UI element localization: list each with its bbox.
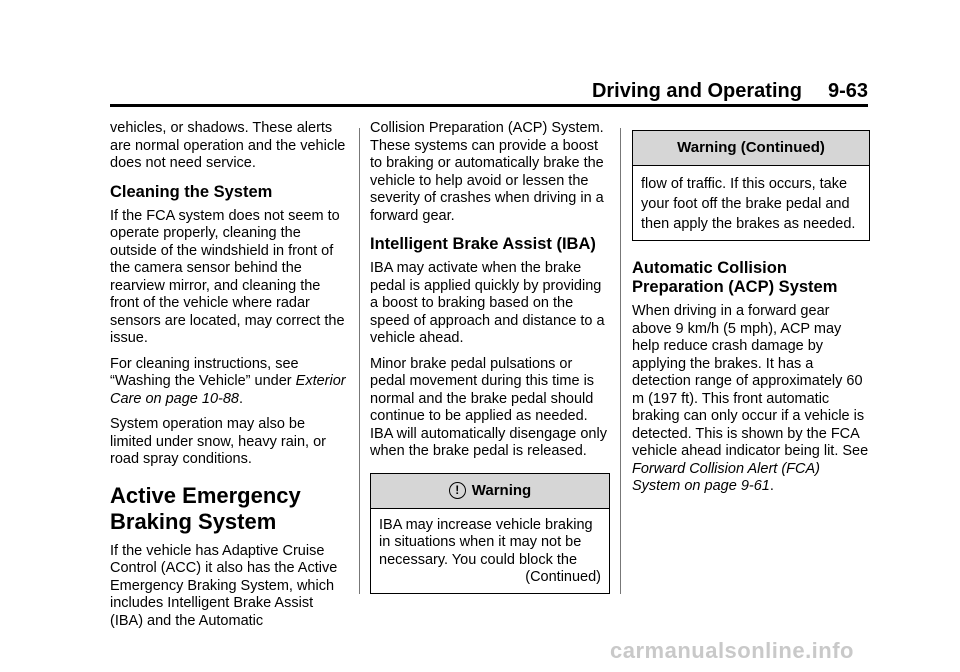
- paragraph: Minor brake pedal pulsations or pedal movement during this time is normal and the brake pedal should continue to be applied as needed. IBA will automatically disengage only when the brake pedal is released.: [370, 355, 607, 459]
- header-rule: [110, 104, 868, 107]
- watermark: carmanualsonline.info: [610, 638, 854, 663]
- warning-box: [370, 473, 610, 594]
- warning-box-continued: [632, 130, 870, 241]
- section-title: Driving and Operating: [591, 80, 802, 102]
- warning-header: [371, 474, 609, 509]
- heading-cleaning-system: Cleaning the System: [110, 182, 273, 201]
- column-middle: [370, 120, 610, 594]
- column-right: [632, 130, 870, 504]
- running-header: [110, 80, 868, 102]
- paragraph: If the vehicle has Adaptive Cruise Control (ACC) it also has the Active Emergency Braking System, which includes Intelligent Brake Assist (IBA) and the Automatic: [110, 542, 338, 629]
- warning-header: Warning (Continued): [633, 131, 869, 166]
- paragraph: vehicles, or shadows. These alerts are normal operation and the vehicle does not need service.: [110, 120, 346, 171]
- heading-acp-system: Automatic Collision Preparation (ACP) System: [632, 259, 838, 296]
- warning-body: [371, 509, 609, 593]
- warning-body: [633, 166, 869, 240]
- paragraph: IBA may activate when the brake pedal is applied quickly by providing a boost to braking based on the speed of approach and distance to a vehicle ahead.: [370, 260, 605, 346]
- paragraph: System operation may also be limited under snow, heavy rain, or road spray conditions.: [110, 416, 326, 467]
- page-number: 9-63: [827, 80, 868, 102]
- warning-text: flow of traffic. If this occurs, take your foot off the brake pedal and then apply the brakes as needed.: [641, 176, 856, 232]
- column-left: [110, 120, 350, 638]
- paragraph: For cleaning instructions, see “Washing the Vehicle” under Exterior Care on page 10-88.: [110, 355, 346, 407]
- cross-reference-link: Exterior Care on page 10-88: [110, 373, 346, 407]
- warning-title: Warning: [471, 481, 532, 499]
- column-divider: [359, 128, 360, 594]
- column-divider: [620, 128, 621, 594]
- warning-text: IBA may increase vehicle braking in situations when it may not be necessary. You could block the: [379, 516, 593, 568]
- warning-icon: !: [449, 482, 466, 499]
- heading-intelligent-brake-assist: Intelligent Brake Assist (IBA): [370, 235, 596, 253]
- cross-reference-link: Forward Collision Alert (FCA) System on page 9-61: [632, 460, 820, 494]
- paragraph: When driving in a forward gear above 9 km/h (5 mph), ACP may help reduce crash damage by applying the brakes. It has a detection range of approximately 60 m (197 ft). This front automatic braking can only occur if a vehicle is detected. This is shown by the FCA vehicle ahead indicator being lit. See Forward Collision Alert (FCA) System on page 9-61.: [632, 303, 869, 494]
- paragraph: Collision Preparation (ACP) System. These systems can provide a boost to braking or automatically brake the vehicle to help avoid or lessen the severity of crashes when driving in a forward gear.: [370, 120, 604, 224]
- heading-active-emergency-braking: Active Emergency Braking System: [110, 482, 301, 534]
- paragraph: If the FCA system does not seem to operate properly, cleaning the outside of the windshield in front of the camera sensor behind the rearview mirror, and cleaning the front of the vehicle where radar sensors are located, may correct the issue.: [110, 207, 345, 346]
- continued-label: (Continued): [525, 569, 601, 585]
